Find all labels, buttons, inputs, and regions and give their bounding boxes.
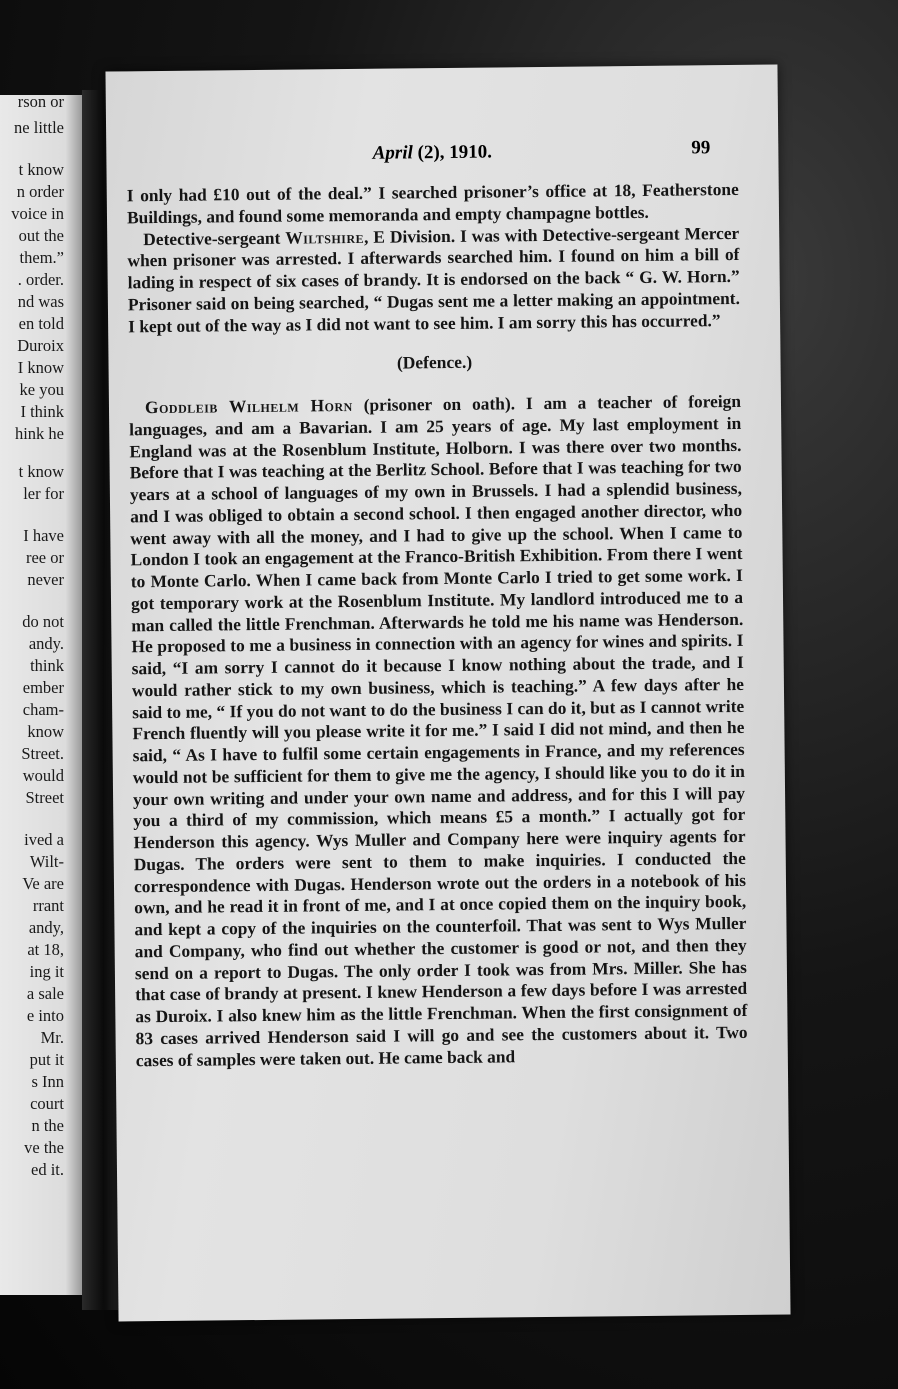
page-number: 99 [691,137,711,159]
facing-page-line: andy, [28,918,64,937]
paragraph-body: (prisoner on oath). I am a teacher of foreign languages, and am a Bavarian. I am 25 years of age. My last employment in England was at the Rosenblum Institute, Holborn. I was there over two months. Before that I was teaching at the Berlitz School. Before that I was teaching for two years at a school of languages of my own in Brussels. I had a splendid business, and I was obliged to obtain a second school. I then engaged another director, who went away with all the money, and I had to give up the school. When I came to London I took an engagement at the Franco-British Exhibition. From there I went to Monte Carlo. When I came back from Monte Carlo I tried to get some work. I got temporary work at the Rosenblum Institute. My landlord introduced me to a man called the little Frenchman. Afterwards he told me his name was Henderson. He proposed to me a business in connection with an agency for wines and spirits. I said, “I am sorry I cannot do it because I know nothing about the trade, and I would rather stick to my own business, which is teaching.” A few days after he said to me, “ If you do not want to do the business I can do it, but as I cannot write French fluently will you please write it for me.” I said I did not mind, and then he said, “ As I have to fulfil some certain engagements in France, and my references would not be sufficient for them to give me the agency, I should like you to do it in your own writing and under your own name and address, and for this I will pay you a third of my commission, which means £5 a month.” I actually got for Henderson this agency. Wys Muller and Company here were inquiry agents for Dugas. The orders were sent to them to make inquiries. I conducted the correspondence with Dugas. Henderson wrote out the orders in a notebook of his own, and he read it in front of me, and I at once copied them on the inquiry book, and kept a copy of the inquiries on the counterfoil. That was sent to Wys Muller and Company, who find out whether the customer is good or not, and then they send on a report to Dugas. The only order I took was from Mrs. Miller. She has that case of brandy at present. I knew Henderson a few days before I was arrested as Duroix. I also knew him as the little Frenchman. When the first consignment of 83 cases arrived Henderson said I will go and see the customers about it. Two cases of samples were taken out. He came back and [129,390,748,1070]
facing-page-line: ree or [25,548,64,567]
facing-page-line: court [30,1094,64,1113]
facing-page-line: never [27,570,64,589]
facing-page-line: know [27,722,64,741]
facing-page-line: out the [18,226,64,245]
facing-page-line: them.” [19,248,64,267]
running-head-month: April [372,142,413,164]
facing-page-line: Street. [21,744,64,763]
facing-page-line: Mr. [40,1028,64,1047]
facing-page-line: ed it. [31,1160,64,1179]
paragraph-lead: Detective-sergeant [143,227,286,249]
facing-page-line: e into [26,1006,64,1025]
paragraph-body: , E Division. I was with Detective-sergeant Mercer when prisoner was arrested. I afterwards searched him. I found on him a bill of lading in respect of six cases of brandy. It is endorsed on the back “ G. W. Horn.” Prisoner said on being searched, “ Dugas sent me a letter making an appointment. I kept out of the way as I did not want to see him. I am sorry this has occurred.” [127,222,740,336]
page-body [127,179,748,1072]
facing-page-line: voice in [11,204,64,223]
facing-page-line: I know [17,358,64,377]
page-header [126,139,738,173]
facing-page-line: at 18, [27,940,64,959]
facing-page-line: I think [20,402,64,421]
running-head [126,139,738,167]
facing-page-line: put it [29,1050,64,1069]
facing-page-line: would [22,766,64,785]
facing-page-line: I have [23,526,64,545]
facing-page-line: Wilt- [29,852,64,871]
facing-page-line: n order [16,182,64,201]
witness-name: Wiltshire [285,226,365,248]
facing-page-line: hink he [14,424,64,443]
facing-page-line: think [30,656,64,675]
paragraph-horn [129,391,748,1072]
paragraph-wiltshire [127,222,740,337]
facing-page-line: ing it [29,962,64,981]
facing-page-line: . order. [17,270,64,289]
facing-page-line: Ve are [22,874,64,893]
facing-page-line: n the [31,1116,64,1135]
facing-page-line: Duroix [17,336,64,355]
facing-page-line: s Inn [31,1072,64,1091]
facing-page-line: t know [18,462,64,481]
book-page [105,65,790,1322]
facing-page-line: ve the [24,1138,64,1157]
facing-page-line: ived a [24,830,64,849]
facing-page-line: a sale [26,984,64,1003]
prisoner-name: Goddleib Wilhelm Horn [144,394,353,418]
facing-page-line: ke you [19,380,64,399]
facing-page-line: rrant [32,896,64,915]
facing-page-line: andy. [28,634,64,653]
facing-page-line: cham- [22,700,64,719]
facing-page-line: ler for [23,484,64,503]
facing-page-line: Street [25,788,64,807]
facing-page-line: ne little [14,118,64,137]
facing-page-line: rson or [17,95,64,111]
facing-page-line: do not [22,612,64,631]
section-heading: (Defence.) [396,351,473,373]
facing-page-line: nd was [17,292,64,311]
running-head-date: (2), 1910. [412,141,493,164]
facing-page-line: t know [18,160,64,179]
facing-page-fragment [0,95,82,1295]
facing-page-line: en told [18,314,64,333]
facing-page-line: ember [22,678,64,697]
paragraph-1: I only had £10 out of the deal.” I searched prisoner’s office at 18, Featherstone Buildings, and found some memoranda and empty champagne bottles. [126,178,739,228]
